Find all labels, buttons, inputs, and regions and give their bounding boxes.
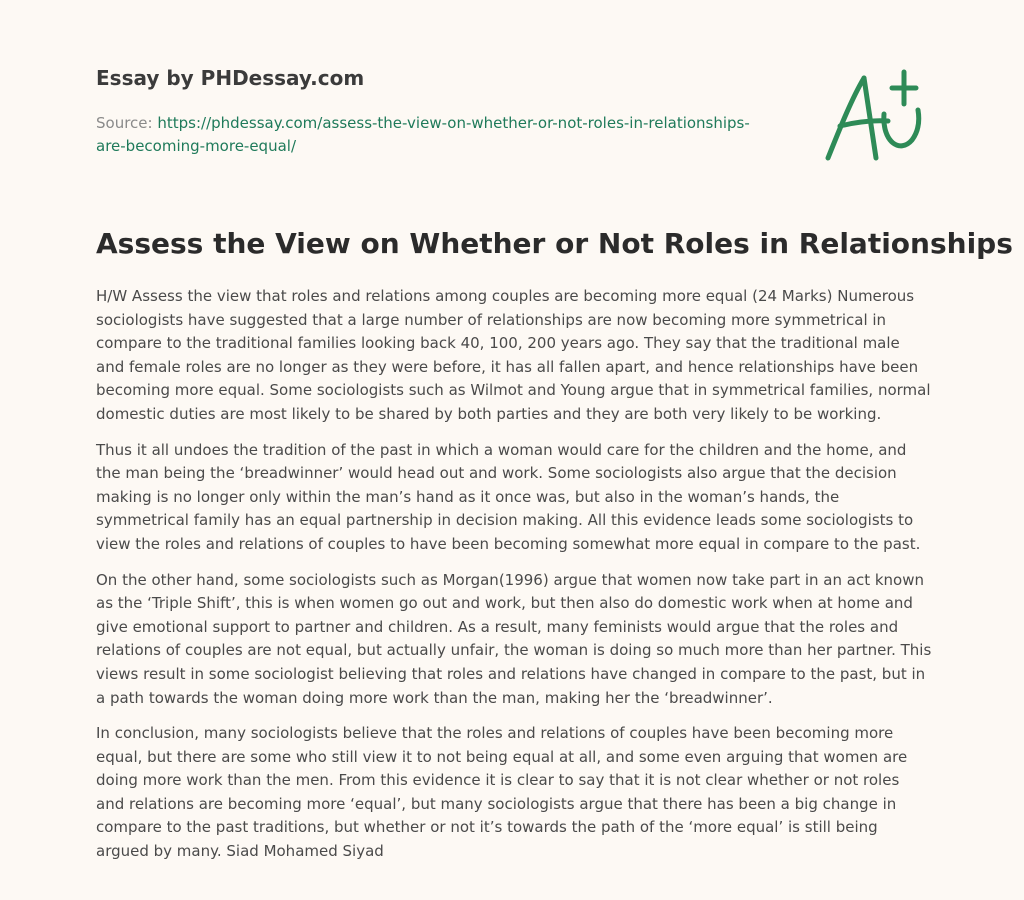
paragraph: In conclusion, many sociologists believe that the roles and relations of couples have been becoming more equal, but there are some who still view it to not being equal at all, and some even arguing that women are doing more work than the men. From this evidence it is clear to say that it is not clear whether or not roles and relations are becoming more ‘equal’, but many sociologists argue that there has been a big change in compare to the past traditions, but whether or not it’s towards the path of the ‘more equal’ is still being argued by many. Siad Mohamed Siyad — [96, 724, 908, 861]
source-label: Source: — [96, 114, 153, 132]
paragraph: Thus it all undoes the tradition of the past in which a woman would care for the children and the home, and the man being the ‘breadwinner’ would head out and work. Some sociologists also argue that the decision making is no longer only within the man’s hand as it once was, but also in the woman’s hands, the symmetrical family has an equal partnership in decision making. All this evidence leads some sociologists to view the roles and relations of couples to have been becoming somewhat more equal in compare to the past. — [96, 440, 921, 553]
source-link[interactable]: https://phdessay.com/assess-the-view-on-whether-or-not-roles-in-relationships-are-becoming-more-equal/ — [96, 114, 750, 155]
source-line — [96, 112, 776, 158]
document-header — [96, 64, 796, 158]
article-title: Assess the View on Whether or Not Roles in Relationships — [96, 227, 1013, 260]
a-plus-grade-icon — [818, 66, 934, 166]
paragraph: On the other hand, some sociologists such as Morgan(1996) argue that women now take part in an act known as the ‘Triple Shift’, this is when women go out and work, but then also do domestic work when at home and give emotional support to partner and children. As a result, many feminists would argue that the roles and relations of couples are not equal, but actually unfair, the woman is doing so much more than her partner. This views result in some sociologist believing that roles and relations have changed in compare to the past, but in a path towards the woman doing more work than the man, making her the ‘breadwinner’. — [96, 570, 932, 707]
paragraph: H/W Assess the view that roles and relations among couples are becoming more equal (24 Marks) Numerous sociologists have suggested that a large number of relationships are now becoming more symmetrical in compare to the traditional families looking back 40, 100, 200 years ago. They say that the traditional male and female roles are no longer as they were before, it has all fallen apart, and hence relationships have been becoming more equal. Some sociologists such as Wilmot and Young argue that in symmetrical families, normal domestic duties are most likely to be shared by both parties and they are both very likely to be working. — [96, 287, 931, 423]
site-brand: Essay by PHDessay.com — [96, 66, 365, 90]
article-body — [96, 285, 932, 876]
